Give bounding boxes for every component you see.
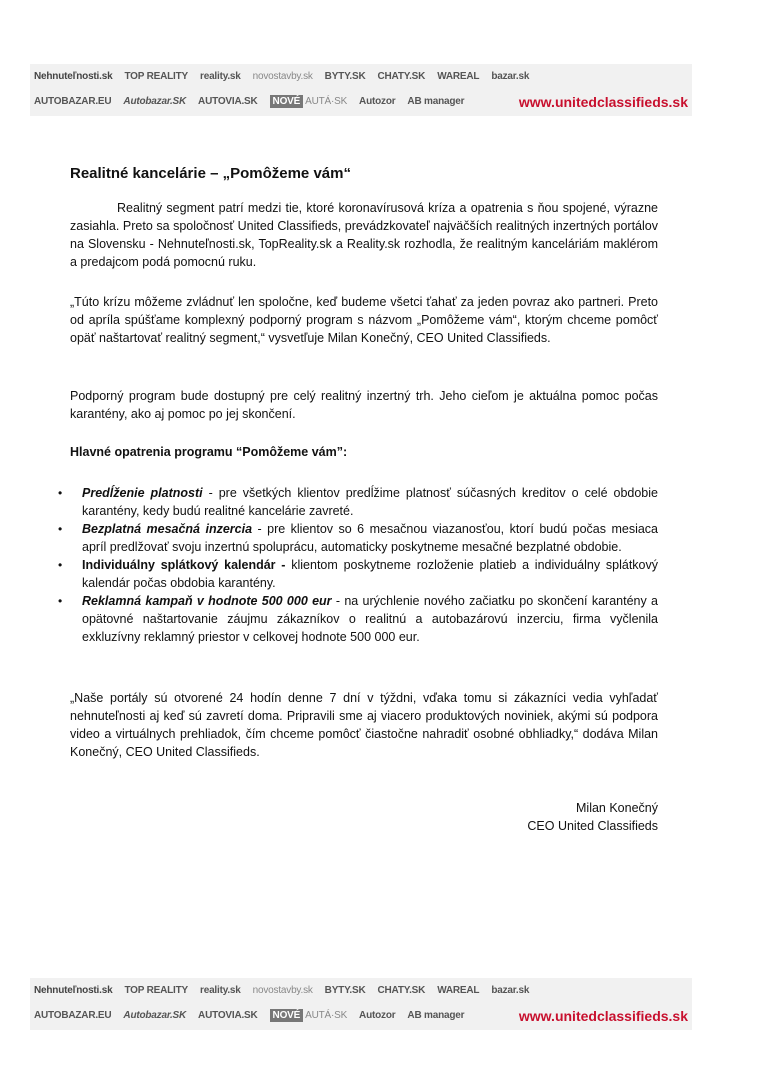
unitedclassifieds-url: www.unitedclassifieds.sk xyxy=(518,94,688,110)
signature-role: CEO United Classifieds xyxy=(527,819,658,833)
list-item xyxy=(58,556,658,592)
paragraph-intro: Realitný segment patrí medzi tie, ktoré koronavírusová kríza a opatrenia s ňou spojené, výrazne zasiahla. Preto sa spoločnosť United Classifieds, prevádzkovateľ najväčších realitných inzertných portálov na Slovensku - Nehnuteľnosti.sk, TopReality.sk a Reality.sk rozhodla, že realitným kanceláriám maklérom a predajcom podá pomocnú ruku. xyxy=(70,201,658,269)
header-logo-banner xyxy=(30,64,692,116)
unitedclassifieds-url: www.unitedclassifieds.sk xyxy=(518,1008,688,1024)
list-item xyxy=(58,592,658,646)
list-item xyxy=(58,484,658,520)
measures-heading: Hlavné opatrenia programu “Pomôžeme vám”: xyxy=(70,445,348,459)
measure-text: - pre všetkých klientov predĺžime platnosť súčasných kreditov o celé obdobie karantény, kedy budú realitné kancelárie zavreté. xyxy=(82,486,658,518)
wareal-logo: WAREAL xyxy=(437,985,480,996)
paragraph-closing-quote: „Naše portály sú otvorené 24 hodín denne 7 dní v týždni, vďaka tomu si zákazníci vedia vyhľadať nehnuteľnosti aj keď sú zavretí doma. Pripravili sme aj viacero produktových noviniek, akými sú podpora video a virtuálnych prehliadok, čím chceme pomôcť čiastočne nahradiť osobné obhliadky,“ dodáva Milan Konečný, CEO United Classifieds. xyxy=(70,691,658,759)
measures-list xyxy=(58,484,658,646)
nove-auta-logo-box: NOVÉ xyxy=(270,95,304,108)
wareal-logo: WAREAL xyxy=(437,71,480,82)
bullet-icon: • xyxy=(58,594,63,608)
byty-logo: BYTY.SK xyxy=(324,985,366,996)
autobazar-eu-logo: AUTOBAZAR.EU xyxy=(34,1010,112,1021)
autozor-logo: Autozor xyxy=(359,1010,396,1021)
signature-name: Milan Konečný xyxy=(576,801,658,815)
chaty-logo: CHATY.SK xyxy=(377,71,426,82)
list-item xyxy=(58,520,658,556)
bullet-icon: • xyxy=(58,522,63,536)
auto-logos-row xyxy=(34,1009,476,1022)
measure-label: Bezplatná mesačná inzercia xyxy=(82,522,253,536)
nove-auta-logo-box: NOVÉ xyxy=(270,1009,304,1022)
bullet-icon: • xyxy=(58,558,63,572)
bazar-logo: bazar.sk xyxy=(491,71,530,82)
autobazar-sk-logo: Autobazar.SK xyxy=(123,1010,187,1021)
measure-label: Individuálny splátkový kalendár - xyxy=(82,558,286,572)
portal-logos-row xyxy=(34,985,541,996)
topreality-logo: TOP REALITY xyxy=(124,71,189,82)
paragraph-quote: „Túto krízu môžeme zvládnuť len spoločne, keď budeme všetci ťahať za jeden povraz ako partneri. Preto od apríla spúšťame komplexný podporný program s názvom „Pomôžeme vám“, ktorým chceme pomôcť opäť naštartovať realitný segment,“ vysvetľuje Milan Konečný, CEO United Classifieds. xyxy=(70,295,658,345)
measure-text: - na urýchlenie nového začiatku po skončení karantény a opätovné naštartovanie záujmu zákazníkov o realitnú a autobazárovú inzerciu, firma vyčlenila exkluzívny reklamný priestor v celkovej hodnote 500 000 eur. xyxy=(82,594,658,644)
measure-label: Predĺženie platnosti xyxy=(82,486,203,500)
auto-logos-row xyxy=(34,95,476,108)
signature-block xyxy=(527,799,658,835)
novostavby-logo: novostavby.sk xyxy=(252,71,313,82)
measure-text: klientom poskytneme rozloženie platieb a individuálny splátkový kalendár počas obdobia karantény. xyxy=(82,558,658,590)
bazar-logo: bazar.sk xyxy=(491,985,530,996)
reality-logo: reality.sk xyxy=(200,71,241,82)
nove-auta-logo-text: AUTÁ·SK xyxy=(305,1010,348,1021)
autozor-logo: Autozor xyxy=(359,96,396,107)
nehnutelnosti-logo: Nehnuteľnosti.sk xyxy=(34,71,113,82)
portal-logos-row xyxy=(34,71,541,82)
novostavby-logo: novostavby.sk xyxy=(252,985,313,996)
measure-text: - pre klientov so 6 mesačnou viazanosťou, ktorí budú počas mesiaca apríl predlžovať svoju inzertnú spoluprácu, automaticky poskytneme mesačné bezplatné obdobie. xyxy=(82,522,658,554)
topreality-logo: TOP REALITY xyxy=(124,985,189,996)
ab-manager-logo: AB manager xyxy=(407,1010,465,1021)
autovia-logo: AUTOVIA.SK xyxy=(198,96,258,107)
paragraph-program: Podporný program bude dostupný pre celý realitný inzertný trh. Jeho cieľom je aktuálna pomoc počas karantény, ako aj pomoc po jej skončení. xyxy=(70,389,658,421)
byty-logo: BYTY.SK xyxy=(324,71,366,82)
reality-logo: reality.sk xyxy=(200,985,241,996)
autobazar-eu-logo: AUTOBAZAR.EU xyxy=(34,96,112,107)
document-title: Realitné kancelárie – „Pomôžeme vám“ xyxy=(70,165,351,182)
ab-manager-logo: AB manager xyxy=(407,96,465,107)
footer-logo-banner xyxy=(30,978,692,1030)
bullet-icon: • xyxy=(58,486,63,500)
chaty-logo: CHATY.SK xyxy=(377,985,426,996)
autovia-logo: AUTOVIA.SK xyxy=(198,1010,258,1021)
nehnutelnosti-logo: Nehnuteľnosti.sk xyxy=(34,985,113,996)
nove-auta-logo-text: AUTÁ·SK xyxy=(305,96,348,107)
autobazar-sk-logo: Autobazar.SK xyxy=(123,96,187,107)
measure-label: Reklamná kampaň v hodnote 500 000 eur xyxy=(82,594,332,608)
